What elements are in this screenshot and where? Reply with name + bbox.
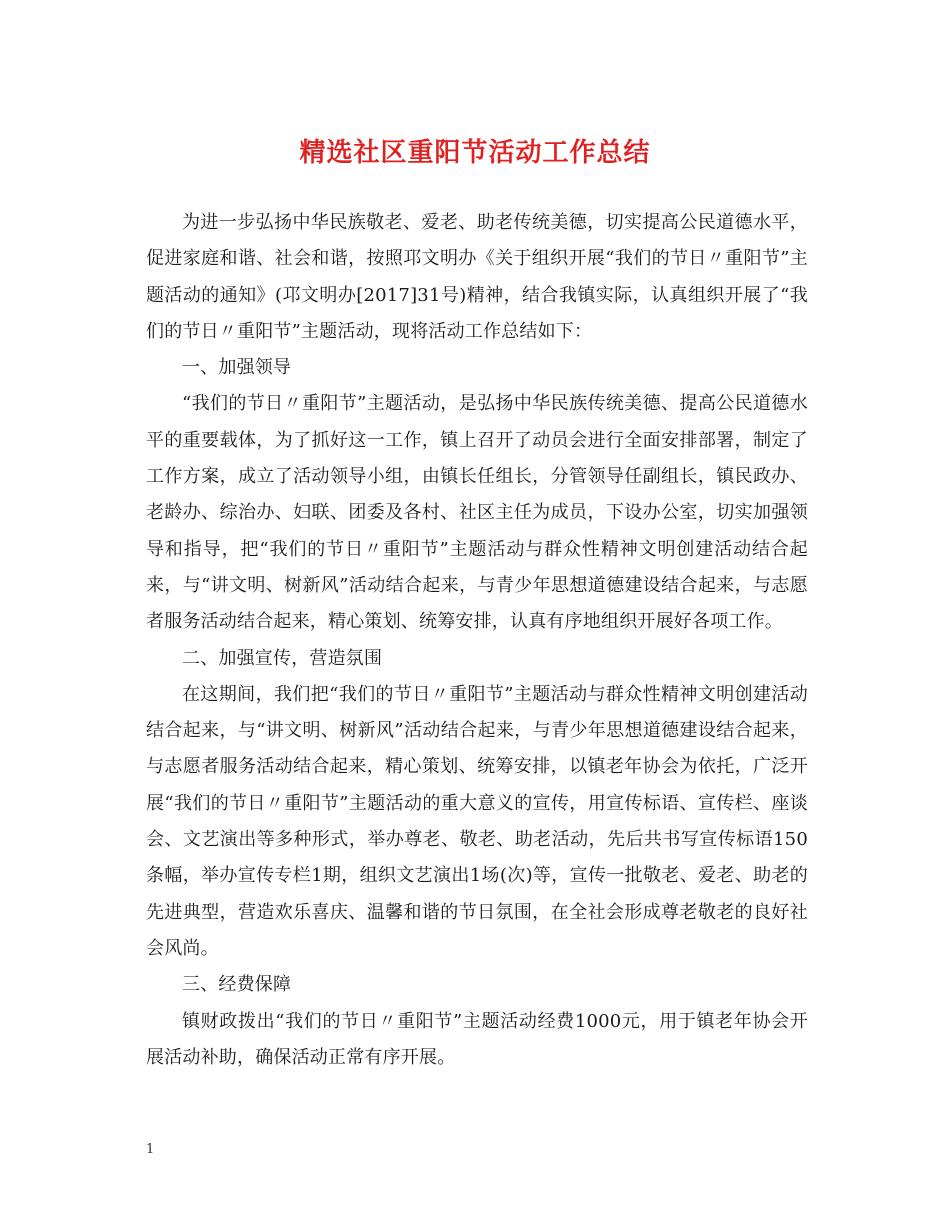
document-title: 精选社区重阳节活动工作总结: [299, 138, 651, 168]
page-number: 1: [146, 1142, 155, 1157]
section-heading-leadership: 一、加强领导: [182, 357, 292, 379]
document-body: [146, 205, 808, 1076]
section-heading-funding: 三、经费保障: [182, 974, 292, 996]
publicity-paragraph: 在这期间，我们把“我们的节日〃重阳节”主题活动与群众性精神文明创建活动结合起来，与“讲文明、树新风”活动结合起来，与青少年思想道德建设结合起来，与志愿者服务活动结合起来，精心策划、统筹安排，以镇老年协会为依托，广泛开展“我们的节日〃重阳节”主题活动的重大意义的宣传，用宣传标语、宣传栏、座谈会、文艺演出等多种形式，举办尊老、敬老、助老活动，先后共书写宣传标语150条幅，举办宣传专栏1期，组织文艺演出1场(次)等，宣传一批敬老、爱老、助老的先进典型，营造欢乐喜庆、温馨和谐的节日氛围，在全社会形成尊老敬老的良好社会风尚。: [146, 683, 808, 959]
funding-paragraph: 镇财政拨出“我们的节日〃重阳节”主题活动经费1000元，用于镇老年协会开展活动补助，确保活动正常有序开展。: [146, 1010, 808, 1068]
section-heading-publicity: 二、加强宣传，营造氛围: [182, 647, 383, 669]
leadership-paragraph: “我们的节日〃重阳节”主题活动，是弘扬中华民族传统美德、提高公民道德水平的重要载体，为了抓好这一工作，镇上召开了动员会进行全面安排部署，制定了工作方案，成立了活动领导小组，由镇长任组长，分管领导任副组长，镇民政办、老龄办、综治办、妇联、团委及各村、社区主任为成员，下设办公室，切实加强领导和指导，把“我们的节日〃重阳节”主题活动与群众性精神文明创建活动结合起来，与“讲文明、树新风”活动结合起来，与青少年思想道德建设结合起来，与志愿者服务活动结合起来，精心策划、统筹安排，认真有序地组织开展好各项工作。: [146, 393, 808, 633]
intro-paragraph: 为进一步弘扬中华民族敬老、爱老、助老传统美德，切实提高公民道德水平，促进家庭和谐、社会和谐，按照邛文明办《关于组织开展“我们的节日〃重阳节”主题活动的通知》(邛文明办[2017]31号)精神，结合我镇实际，认真组织开展了“我们的节日〃重阳节”主题活动，现将活动工作总结如下：: [146, 212, 808, 342]
